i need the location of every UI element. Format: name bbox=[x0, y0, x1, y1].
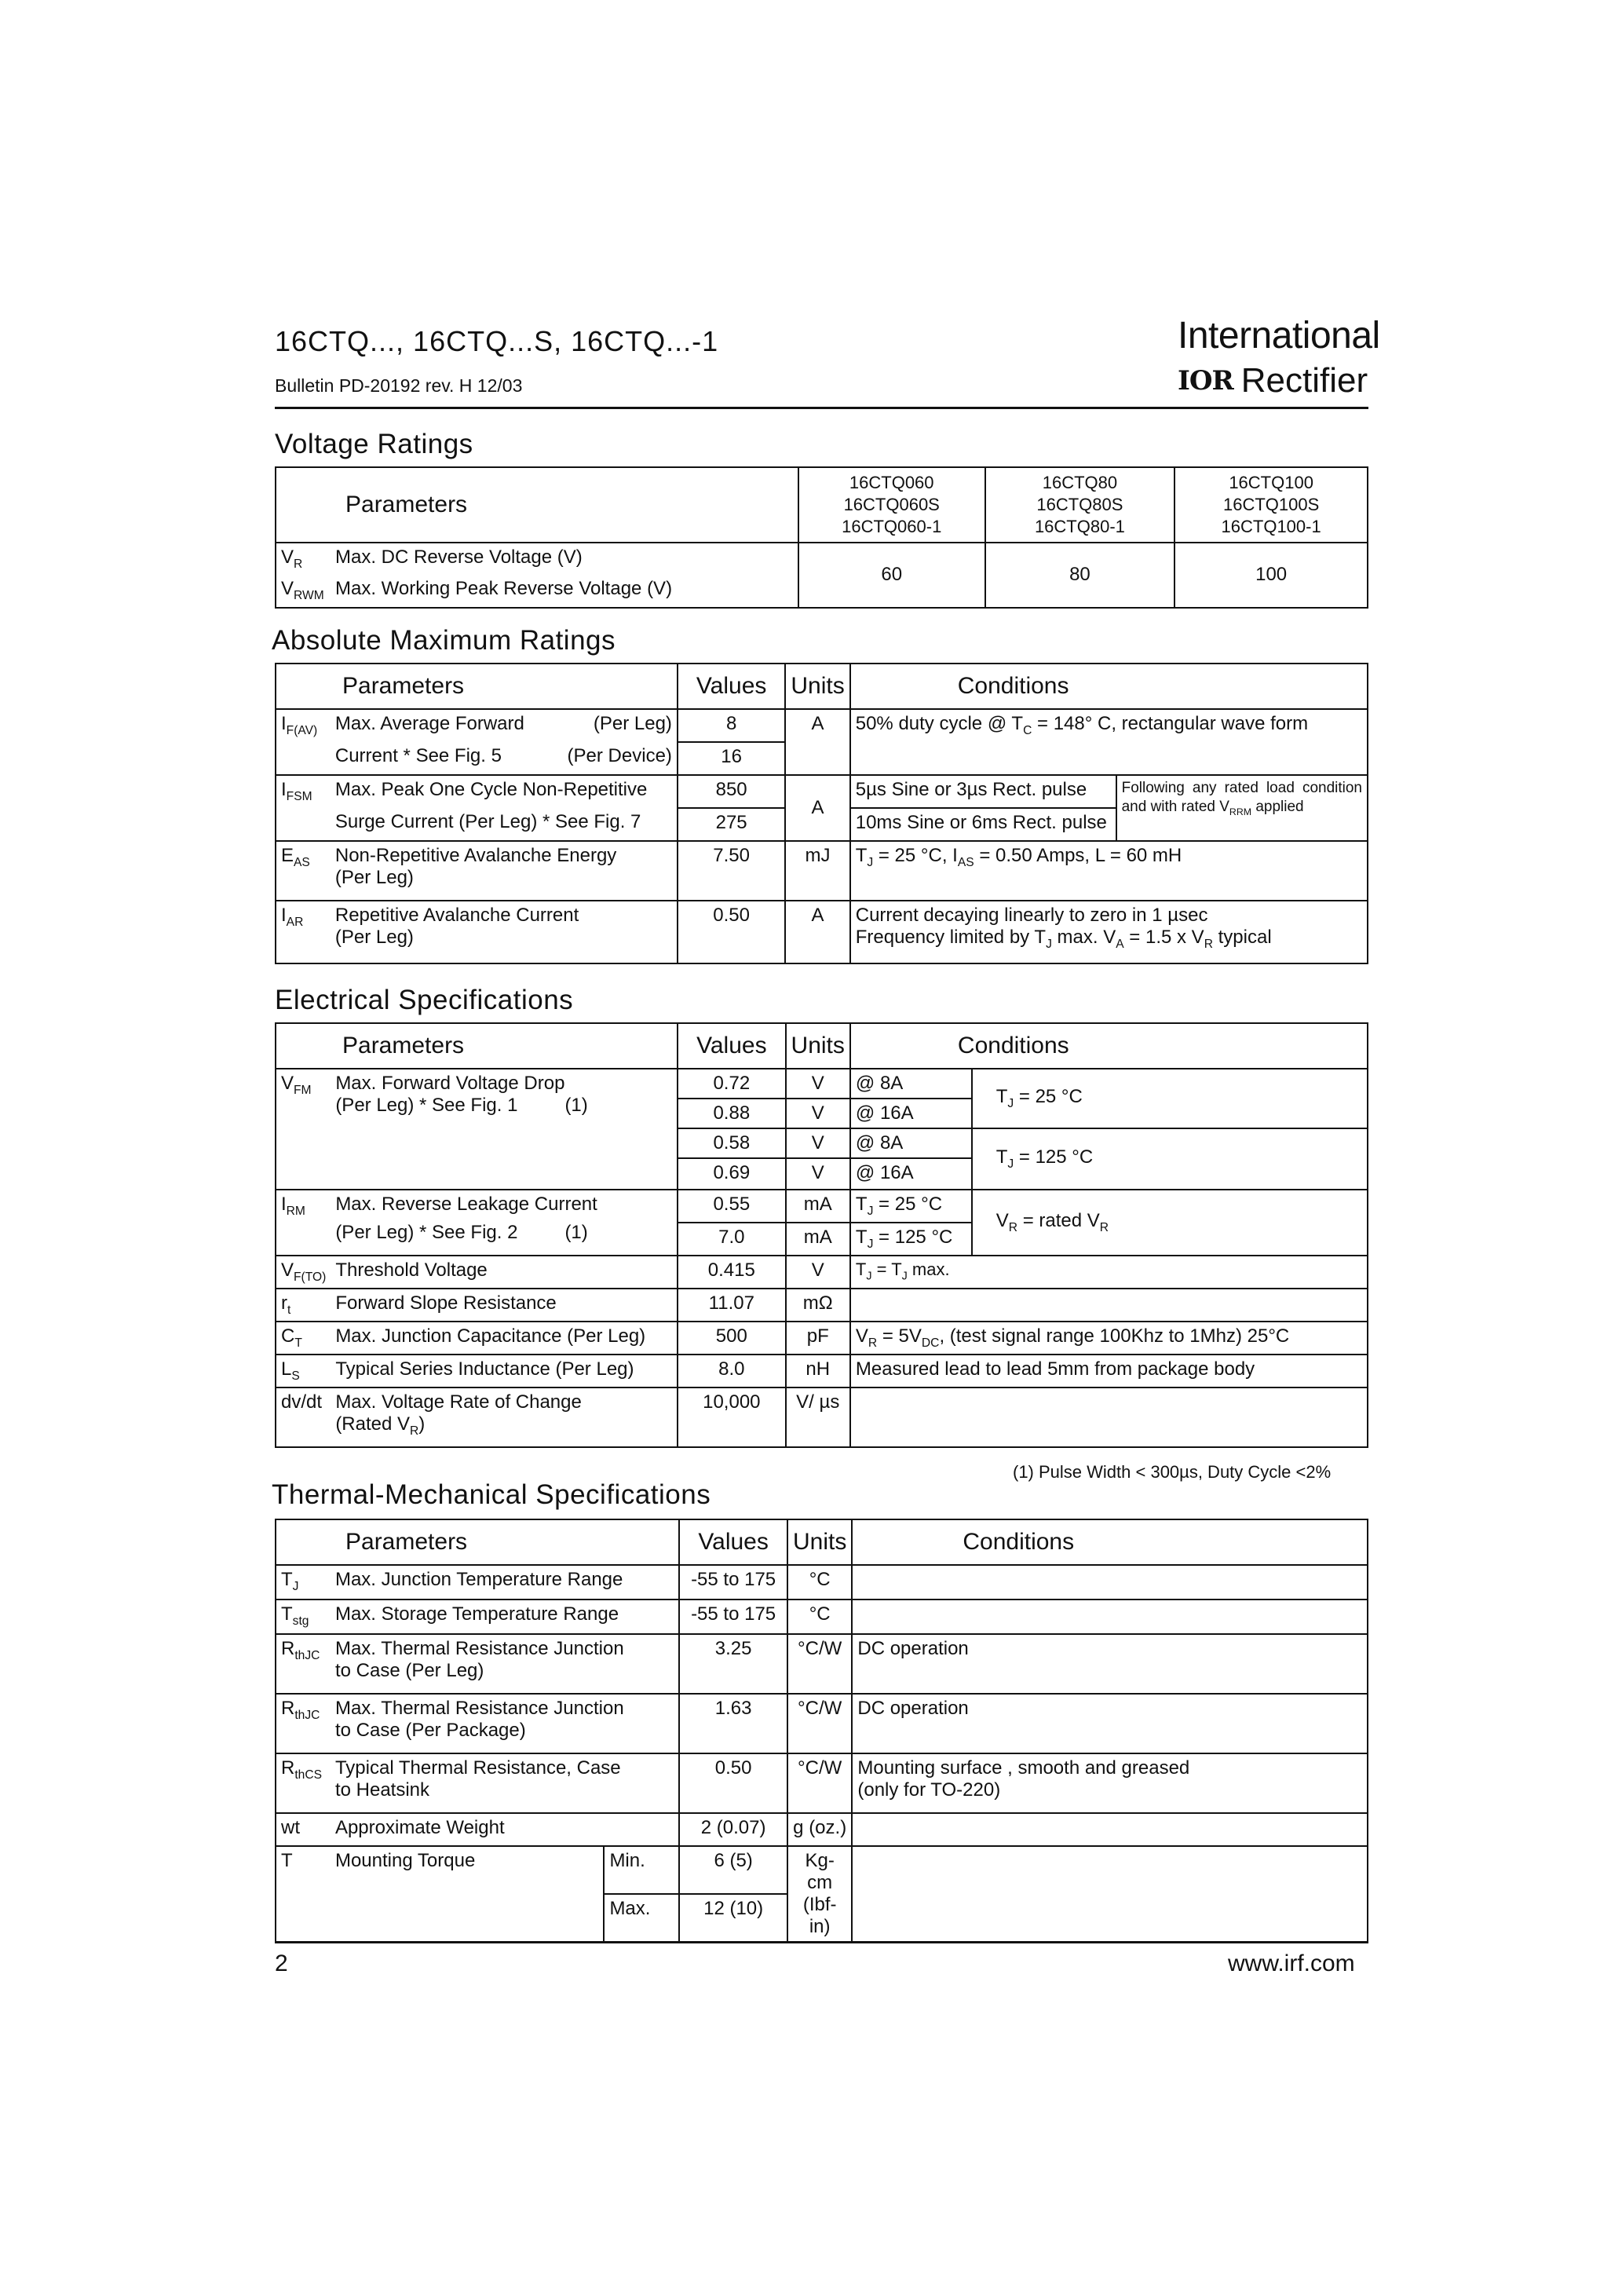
dvdt-value: 10,000 bbox=[678, 1387, 785, 1447]
dvdt-desc: Max. Voltage Rate of Change (Rated $V_R$) bbox=[331, 1387, 678, 1447]
bulletin-line: Bulletin PD-20192 rev. H 12/03 bbox=[275, 375, 523, 396]
vfm-unit: V bbox=[786, 1158, 850, 1190]
rthjc-pkg-desc: Max. Thermal Resistance Junction to Case (Per Package) bbox=[331, 1694, 679, 1753]
vfm-unit: V bbox=[786, 1128, 850, 1158]
therm-h-params: Parameters bbox=[276, 1519, 679, 1565]
wt-unit: g (oz.) bbox=[787, 1813, 852, 1846]
ct-value: 500 bbox=[678, 1322, 785, 1355]
vfm-cond: @ 16A bbox=[850, 1099, 972, 1128]
irm-unit1: mA bbox=[786, 1190, 850, 1223]
vfm-cond: @ 8A bbox=[850, 1128, 972, 1158]
rthjc-leg-symbol: $R_{thJC}$ bbox=[276, 1634, 331, 1694]
vfm-desc: Max. Forward Voltage Drop (Per Leg) * See Fig. 1 (1) bbox=[331, 1069, 678, 1190]
tj-symbol: $T_J$ bbox=[276, 1565, 331, 1600]
abs-h-units: Units bbox=[785, 664, 849, 709]
ifav-desc2: Current * See Fig. 5 (Per Device) bbox=[331, 742, 678, 775]
irm-vr: $V_R$ = rated $V_R$ bbox=[972, 1190, 1368, 1256]
vfto-symbol: $V_{F(TO)}$ bbox=[276, 1256, 331, 1289]
rt-symbol: $r_t$ bbox=[276, 1289, 331, 1322]
tj-cond bbox=[852, 1565, 1368, 1600]
ifsm-unit: A bbox=[785, 775, 849, 841]
rt-unit: mΩ bbox=[786, 1289, 850, 1322]
torque-desc: Mounting Torque bbox=[331, 1846, 604, 1942]
ls-unit: nH bbox=[786, 1355, 850, 1387]
torque-unit: Kg-cm (Ibf-in) bbox=[787, 1846, 852, 1942]
wt-cond bbox=[852, 1813, 1368, 1846]
tj-unit: °C bbox=[787, 1565, 852, 1600]
absolute-ratings-title: Absolute Maximum Ratings bbox=[272, 625, 616, 656]
vr-100: 100 bbox=[1174, 543, 1368, 608]
ls-value: 8.0 bbox=[678, 1355, 785, 1387]
logo bbox=[1178, 361, 1368, 400]
torque-max-value: 12 (10) bbox=[679, 1894, 787, 1942]
therm-h-values: Values bbox=[679, 1519, 787, 1565]
ifav-value1: 8 bbox=[678, 709, 785, 742]
elec-h-conditions: Conditions bbox=[850, 1023, 1368, 1069]
wt-desc: Approximate Weight bbox=[331, 1813, 679, 1846]
dvdt-unit: V/ µs bbox=[786, 1387, 850, 1447]
param-header: Parameters bbox=[276, 467, 798, 543]
rthjc-pkg-value: 1.63 bbox=[679, 1694, 787, 1753]
therm-h-conditions: Conditions bbox=[852, 1519, 1368, 1565]
irm-cond1: $T_J = 25$ °C bbox=[850, 1190, 972, 1223]
ifsm-desc1: Max. Peak One Cycle Non-Repetitive bbox=[331, 775, 678, 808]
torque-min-label: Min. bbox=[604, 1846, 679, 1894]
elec-h-params: Parameters bbox=[276, 1023, 678, 1069]
rthjc-leg-cond: DC operation bbox=[852, 1634, 1368, 1694]
rthjc-pkg-symbol: $R_{thJC}$ bbox=[276, 1694, 331, 1753]
absolute-ratings-table bbox=[275, 663, 1368, 964]
ifsm-cond2: 10ms Sine or 6ms Rect. pulse bbox=[850, 808, 1116, 841]
vfm-unit: V bbox=[786, 1069, 850, 1099]
vr-80: 80 bbox=[985, 543, 1175, 608]
ifsm-symbol: $I_{FSM}$ bbox=[276, 775, 331, 841]
iar-desc: Repetitive Avalanche Current (Per Leg) bbox=[331, 901, 678, 963]
vr-desc: Max. DC Reverse Voltage (V) bbox=[331, 543, 798, 575]
footer-rule bbox=[275, 1941, 1368, 1943]
ifav-unit: A bbox=[785, 709, 849, 775]
vfm-value: 0.72 bbox=[678, 1069, 785, 1099]
ct-symbol: $C_T$ bbox=[276, 1322, 331, 1355]
eas-condition: $T_J = 25$ °C, $I_{AS} = 0.50$ Amps, L = 60 mH bbox=[850, 841, 1368, 901]
vfm-tj25: $T_J = 25$ °C bbox=[972, 1069, 1368, 1128]
irm-unit2: mA bbox=[786, 1223, 850, 1256]
ls-cond: Measured lead to lead 5mm from package body bbox=[850, 1355, 1368, 1387]
website-url: www.irf.com bbox=[1228, 1951, 1355, 1976]
eas-symbol: $E_{AS}$ bbox=[276, 841, 331, 901]
iar-condition: Current decaying linearly to zero in 1 µsec Frequency limited by $T_J$ max. $V_A = 1.5$ x $V_R$ typical bbox=[850, 901, 1368, 963]
vfm-tj125: $T_J = 125$ °C bbox=[972, 1128, 1368, 1190]
torque-min-value: 6 (5) bbox=[679, 1846, 787, 1894]
vfm-cond: @ 8A bbox=[850, 1069, 972, 1099]
rthcs-cond: Mounting surface , smooth and greased (only for TO-220) bbox=[852, 1753, 1368, 1813]
ls-desc: Typical Series Inductance (Per Leg) bbox=[331, 1355, 678, 1387]
ifsm-cond3: Following any rated load condition and with rated $V_{RRM}$ applied bbox=[1116, 775, 1368, 841]
tstg-desc: Max. Storage Temperature Range bbox=[331, 1600, 679, 1634]
rthcs-unit: °C/W bbox=[787, 1753, 852, 1813]
dvdt-symbol: dv/dt bbox=[276, 1387, 331, 1447]
tj-desc: Max. Junction Temperature Range bbox=[331, 1565, 679, 1600]
eas-unit: mJ bbox=[785, 841, 849, 901]
logo-mark: IOR bbox=[1178, 365, 1233, 397]
logo-rectifier: Rectifier bbox=[1240, 361, 1368, 400]
rt-value: 11.07 bbox=[678, 1289, 785, 1322]
abs-h-conditions: Conditions bbox=[850, 664, 1368, 709]
thermal-specs-table bbox=[275, 1519, 1368, 1943]
torque-cond bbox=[852, 1846, 1368, 1942]
eas-desc: Non-Repetitive Avalanche Energy (Per Leg) bbox=[331, 841, 678, 901]
wt-value: 2 (0.07) bbox=[679, 1813, 787, 1846]
header-rule bbox=[275, 407, 1368, 409]
rt-cond bbox=[850, 1289, 1368, 1322]
iar-symbol: $I_{AR}$ bbox=[276, 901, 331, 963]
ifav-value2: 16 bbox=[678, 742, 785, 775]
irm-value2: 7.0 bbox=[678, 1223, 785, 1256]
col-100: 16CTQ100 16CTQ100S 16CTQ100-1 bbox=[1174, 467, 1368, 543]
ct-unit: pF bbox=[786, 1322, 850, 1355]
iar-unit: A bbox=[785, 901, 849, 963]
elec-h-values: Values bbox=[678, 1023, 785, 1069]
ifsm-value1: 850 bbox=[678, 775, 785, 808]
abs-h-params: Parameters bbox=[276, 664, 678, 709]
tstg-symbol: $T_{stg}$ bbox=[276, 1600, 331, 1634]
ifav-condition: 50% duty cycle @ $T_C = 148^\circ$ C, rectangular wave form bbox=[850, 709, 1368, 775]
pulse-footnote: (1) Pulse Width < 300µs, Duty Cycle <2% bbox=[1013, 1462, 1332, 1482]
wt-symbol: wt bbox=[276, 1813, 331, 1846]
rthjc-leg-unit: °C/W bbox=[787, 1634, 852, 1694]
rthjc-pkg-cond: DC operation bbox=[852, 1694, 1368, 1753]
irm-value1: 0.55 bbox=[678, 1190, 785, 1223]
irm-cond2: $T_J = 125$ °C bbox=[850, 1223, 972, 1256]
vfm-unit: V bbox=[786, 1099, 850, 1128]
therm-h-units: Units bbox=[787, 1519, 852, 1565]
tstg-unit: °C bbox=[787, 1600, 852, 1634]
ct-cond: $V_R = 5V_{DC}$, (test signal range 100Khz to 1Mhz) 25°C bbox=[850, 1322, 1368, 1355]
document-title: 16CTQ..., 16CTQ...S, 16CTQ...-1 bbox=[275, 325, 719, 357]
electrical-specs-title: Electrical Specifications bbox=[275, 985, 574, 1015]
ifsm-cond1: 5µs Sine or 3µs Rect. pulse bbox=[850, 775, 1116, 808]
vr-060: 60 bbox=[798, 543, 985, 608]
ifav-symbol: $I_{F(AV)}$ bbox=[276, 709, 331, 775]
ifsm-value2: 275 bbox=[678, 808, 785, 841]
irm-desc: Max. Reverse Leakage Current (Per Leg) * See Fig. 2 (1) bbox=[331, 1190, 678, 1256]
vfm-symbol: $V_{FM}$ bbox=[276, 1069, 331, 1190]
col-80: 16CTQ80 16CTQ80S 16CTQ80-1 bbox=[985, 467, 1175, 543]
rthjc-leg-value: 3.25 bbox=[679, 1634, 787, 1694]
rthjc-leg-desc: Max. Thermal Resistance Junction to Case (Per Leg) bbox=[331, 1634, 679, 1694]
irm-symbol: $I_{RM}$ bbox=[276, 1190, 331, 1256]
vrwm-desc: Max. Working Peak Reverse Voltage (V) bbox=[331, 575, 798, 608]
tstg-cond bbox=[852, 1600, 1368, 1634]
rthcs-value: 0.50 bbox=[679, 1753, 787, 1813]
elec-h-units: Units bbox=[786, 1023, 850, 1069]
vfto-value: 0.415 bbox=[678, 1256, 785, 1289]
vfto-cond: $T_J = T_J$ max. bbox=[850, 1256, 1368, 1289]
vfm-value: 0.88 bbox=[678, 1099, 785, 1128]
tj-value: -55 to 175 bbox=[679, 1565, 787, 1600]
ct-desc: Max. Junction Capacitance (Per Leg) bbox=[331, 1322, 678, 1355]
vrwm-symbol: $V_{RWM}$ bbox=[276, 575, 331, 608]
rthjc-pkg-unit: °C/W bbox=[787, 1694, 852, 1753]
voltage-ratings-title: Voltage Ratings bbox=[275, 429, 473, 459]
logo-international: International bbox=[1178, 315, 1380, 356]
torque-symbol: T bbox=[276, 1846, 331, 1942]
page-number: 2 bbox=[275, 1951, 288, 1976]
tstg-value: -55 to 175 bbox=[679, 1600, 787, 1634]
abs-h-values: Values bbox=[678, 664, 785, 709]
vfm-cond: @ 16A bbox=[850, 1158, 972, 1190]
ifav-desc1: Max. Average Forward (Per Leg) bbox=[331, 709, 678, 742]
torque-max-label: Max. bbox=[604, 1894, 679, 1942]
vfto-desc: Threshold Voltage bbox=[331, 1256, 678, 1289]
vfto-unit: V bbox=[786, 1256, 850, 1289]
electrical-specs-table bbox=[275, 1022, 1368, 1448]
thermal-specs-title: Thermal-Mechanical Specifications bbox=[272, 1479, 711, 1510]
ifsm-desc2: Surge Current (Per Leg) * See Fig. 7 bbox=[331, 808, 678, 841]
col-060: 16CTQ060 16CTQ060S 16CTQ060-1 bbox=[798, 467, 985, 543]
vfm-value: 0.58 bbox=[678, 1128, 785, 1158]
voltage-ratings-table bbox=[275, 466, 1368, 609]
ls-symbol: $L_S$ bbox=[276, 1355, 331, 1387]
rthcs-symbol: $R_{thCS}$ bbox=[276, 1753, 331, 1813]
vr-symbol: $V_R$ bbox=[276, 543, 331, 575]
rt-desc: Forward Slope Resistance bbox=[331, 1289, 678, 1322]
eas-value: 7.50 bbox=[678, 841, 785, 901]
vfm-value: 0.69 bbox=[678, 1158, 785, 1190]
iar-value: 0.50 bbox=[678, 901, 785, 963]
rthcs-desc: Typical Thermal Resistance, Case to Heatsink bbox=[331, 1753, 679, 1813]
dvdt-cond bbox=[850, 1387, 1368, 1447]
